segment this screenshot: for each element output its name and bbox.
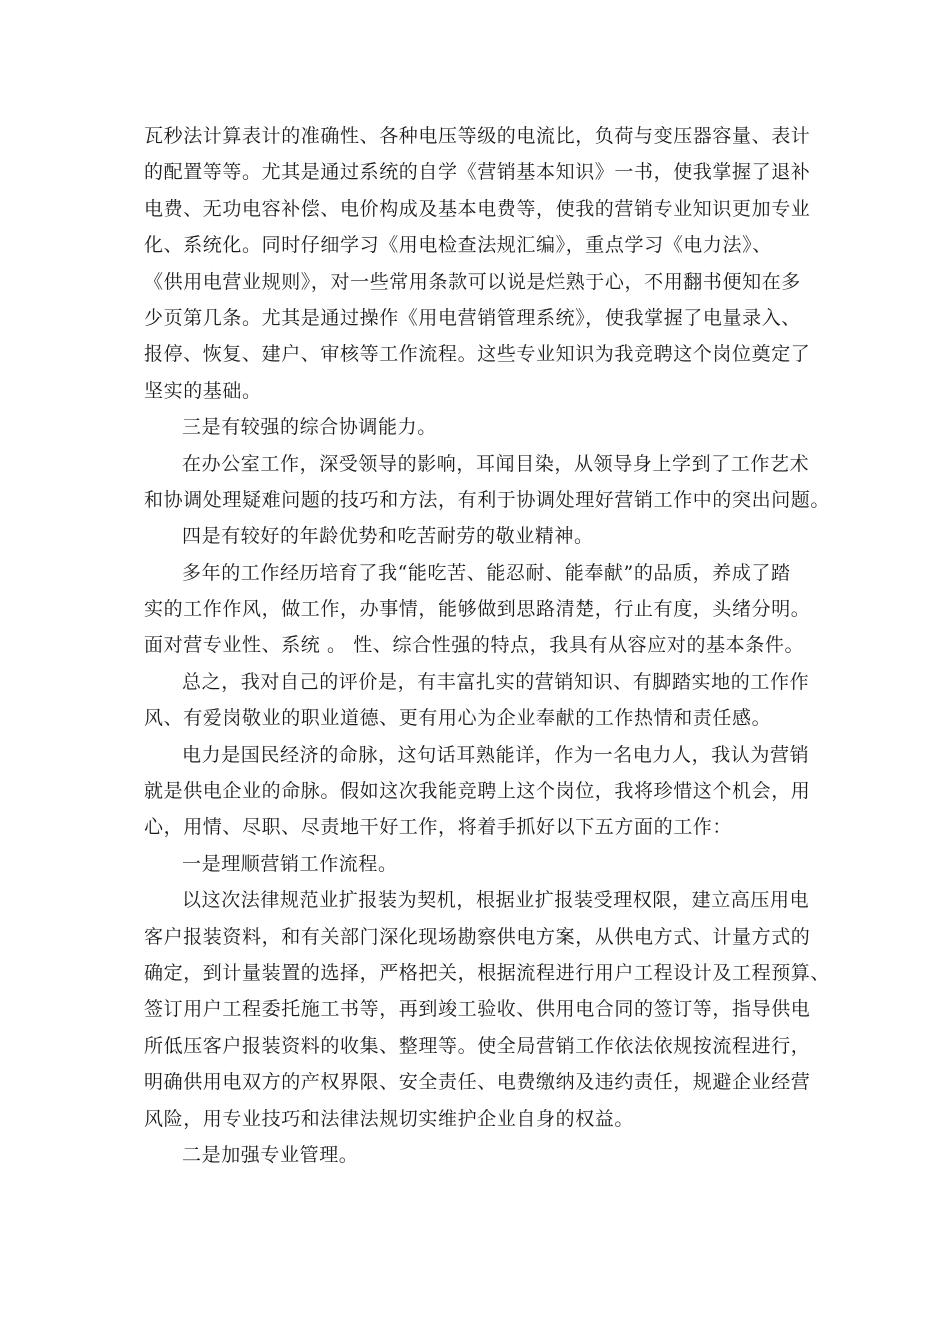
text-line: 瓦秒法计算表计的准确性、各种电压等级的电流比，负荷与变压器容量、表计 [144, 125, 811, 147]
text-line: 明确供用电双方的产权界限、安全责任、电费缴纳及违约责任，规避企业经营 [144, 1071, 811, 1094]
text-line: 四是有较好的年龄优势和吃苦耐劳的敬业精神。 [182, 525, 594, 548]
text-line: 一是理顺营销工作流程。 [182, 852, 398, 875]
text-line: 少页第几条。尤其是通过操作《用电营销管理系统》，使我掌握了电量录入、 [144, 306, 801, 329]
text-line: 签订用户工程委托施工书等，再到竣工验收、供用电合同的签订等，指导供电 [144, 998, 811, 1021]
text-line: 所低压客户报装资料的收集、整理等。使全局营销工作依法依规按流程进行， [144, 1034, 811, 1057]
text-line: 电力是国民经济的命脉，这句话耳熟能详，作为一名电力人，我认为营销 [182, 743, 810, 766]
text-line: 风、有爱岗敬业的职业道德、更有用心为企业奉献的工作热情和责任感。 [144, 707, 772, 730]
text-line: 面对营专业性、系统 。 性、综合性强的特点，我具有从容应对的基本条件。 [144, 634, 805, 657]
text-line: 实的工作作风，做工作，办事情，能够做到思路清楚，行止有度，头绪分明。 [144, 598, 811, 621]
text-line: 就是供电企业的命脉。假如这次我能竞聘上这个岗位，我将珍惜这个机会，用 [144, 780, 811, 803]
text-line: 报停、恢复、建户、审核等工作流程。这些专业知识为我竞聘这个岗位奠定了 [144, 343, 811, 366]
text-line: 确定，到计量装置的选择，严格把关，根据流程进行用户工程设计及工程预算、 [144, 961, 831, 984]
text-line: 三是有较强的综合协调能力。 [182, 416, 437, 439]
text-line: 坚实的基础。 [144, 379, 262, 402]
text-line: 《供用电营业规则》，对一些常用条款可以说是烂熟于心，不用翻书便知在多 [144, 270, 801, 293]
text-line: 风险，用专业技巧和法律法规切实维护企业自身的权益。 [144, 1107, 635, 1130]
document-body [144, 118, 831, 1173]
text-line: 二是加强专业管理。 [182, 1143, 359, 1166]
text-line: 总之，我对自己的评价是，有丰富扎实的营销知识、有脚踏实地的工作作 [182, 670, 810, 693]
text-line: 客户报装资料，和有关部门深化现场勘察供电方案，从供电方式、计量方式的 [144, 925, 811, 948]
text-line: 的配置等等。尤其是通过系统的自学《营销基本知识》一书，使我掌握了退补 [144, 161, 811, 184]
text-line: 和协调处理疑难问题的技巧和方法，有利于协调处理好营销工作中的突出问题。 [144, 488, 831, 511]
text-line: 多年的工作经历培育了我“能吃苦、能忍耐、能奉献”的品质，养成了踏 [182, 561, 791, 584]
text-line: 电费、无功电容补偿、电价构成及基本电费等，使我的营销专业知识更加专业 [144, 197, 811, 220]
text-line: 在办公室工作，深受领导的影响，耳闻目染，从领导身上学到了工作艺术 [182, 452, 810, 475]
text-line: 心，用情、尽职、尽责地干好工作，将着手抓好以下五方面的工作： [144, 816, 733, 839]
text-line: 以这次法律规范业扩报装为契机，根据业扩报装受理权限，建立高压用电 [182, 889, 810, 912]
text-line: 化、系统化。同时仔细学习《用电检查法规汇编》，重点学习《电力法》、 [144, 234, 772, 257]
